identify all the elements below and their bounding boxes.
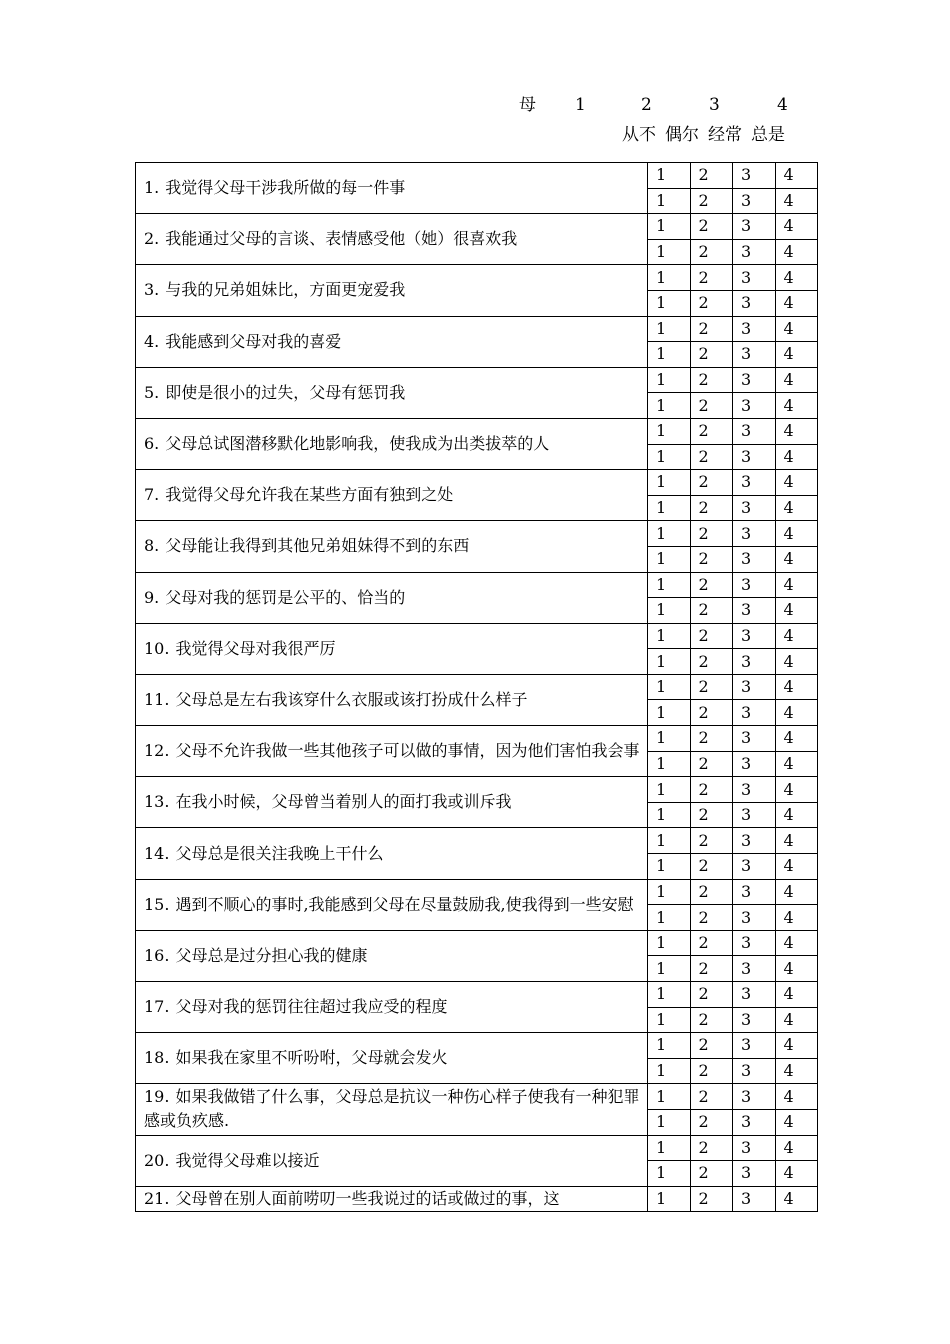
rating-option-2[interactable]: 2 (690, 418, 733, 444)
rating-option-2[interactable]: 2 (690, 546, 733, 572)
question-cell (136, 265, 648, 316)
label-always: 总是 (751, 125, 785, 145)
question-number: 17. (144, 997, 170, 1017)
rating-option-3[interactable]: 3 (733, 342, 776, 368)
rating-option-4[interactable]: 4 (775, 444, 818, 470)
rating-option-3[interactable]: 3 (733, 290, 776, 316)
rating-option-1[interactable]: 1 (648, 623, 691, 649)
rating-option-1[interactable]: 1 (648, 367, 691, 393)
rating-option-2[interactable]: 2 (690, 393, 733, 419)
rating-option-4[interactable]: 4 (775, 956, 818, 982)
rating-option-3[interactable]: 3 (733, 777, 776, 803)
rating-option-2[interactable]: 2 (690, 265, 733, 291)
rating-option-3[interactable]: 3 (733, 393, 776, 419)
question-number: 16. (144, 945, 170, 965)
rating-option-3[interactable]: 3 (733, 521, 776, 547)
rating-option-3[interactable]: 3 (733, 982, 776, 1008)
rating-option-3[interactable]: 3 (733, 444, 776, 470)
rating-option-4[interactable]: 4 (775, 521, 818, 547)
rating-option-1[interactable]: 1 (648, 1058, 691, 1084)
rating-option-1[interactable]: 1 (648, 649, 691, 675)
question-cell (136, 316, 648, 367)
rating-option-1[interactable]: 1 (648, 956, 691, 982)
rating-option-1[interactable]: 1 (648, 905, 691, 931)
question-cell (136, 214, 648, 265)
rating-option-2[interactable]: 2 (690, 854, 733, 880)
rating-option-1[interactable]: 1 (648, 828, 691, 854)
rating-option-1[interactable]: 1 (648, 854, 691, 880)
question-text: 我觉得父母允许我在某些方面有独到之处 (165, 485, 454, 505)
item-row (136, 265, 818, 291)
rating-option-1[interactable]: 1 (648, 316, 691, 342)
rating-option-3[interactable]: 3 (733, 418, 776, 444)
rating-option-3[interactable]: 3 (733, 163, 776, 189)
rating-option-2[interactable]: 2 (690, 495, 733, 521)
question-cell (136, 623, 648, 674)
rating-option-3[interactable]: 3 (733, 905, 776, 931)
question-number: 5. (144, 382, 160, 402)
rating-option-2[interactable]: 2 (690, 956, 733, 982)
item-row (136, 777, 818, 803)
rating-option-4[interactable]: 4 (775, 367, 818, 393)
item-row (136, 726, 818, 752)
question-cell (136, 1084, 648, 1135)
rating-option-3[interactable]: 3 (733, 546, 776, 572)
question-cell (136, 828, 648, 879)
question-cell (136, 982, 648, 1033)
questionnaire-body (136, 163, 818, 1212)
rating-option-1[interactable]: 1 (648, 444, 691, 470)
rating-option-1[interactable]: 1 (648, 1161, 691, 1187)
rating-option-4[interactable]: 4 (775, 393, 818, 419)
rating-option-3[interactable]: 3 (733, 751, 776, 777)
question-text: 与我的兄弟姐妹比，方面更宠爱我 (165, 280, 406, 300)
rating-option-3[interactable]: 3 (733, 214, 776, 240)
rating-option-3[interactable]: 3 (733, 316, 776, 342)
rating-option-2[interactable]: 2 (690, 649, 733, 675)
rating-option-2[interactable]: 2 (690, 623, 733, 649)
rating-option-4[interactable]: 4 (775, 316, 818, 342)
rating-option-2[interactable]: 2 (690, 1109, 733, 1135)
question-number: 14. (144, 843, 170, 863)
rating-option-2[interactable]: 2 (690, 316, 733, 342)
question-cell (136, 726, 648, 777)
question-text: 父母总是过分担心我的健康 (175, 945, 368, 965)
question-cell (136, 1135, 648, 1186)
question-cell (136, 572, 648, 623)
question-number: 2. (144, 229, 160, 249)
rating-option-4[interactable]: 4 (775, 802, 818, 828)
item-row (136, 1084, 818, 1110)
question-cell (136, 521, 648, 572)
rating-option-3[interactable]: 3 (733, 930, 776, 956)
rating-option-4[interactable]: 4 (775, 1109, 818, 1135)
rating-option-2[interactable]: 2 (690, 239, 733, 265)
rating-option-3[interactable]: 3 (733, 1161, 776, 1187)
item-row (136, 521, 818, 547)
rating-option-1[interactable]: 1 (648, 342, 691, 368)
item-row (136, 982, 818, 1008)
item-row (136, 470, 818, 496)
label-occasionally: 偶尔 (665, 125, 699, 145)
rating-option-3[interactable]: 3 (733, 649, 776, 675)
question-text: 我能感到父母对我的喜爱 (165, 331, 342, 351)
question-text: 父母对我的惩罚往往超过我应受的程度 (175, 997, 448, 1017)
rating-option-2[interactable]: 2 (690, 726, 733, 752)
rating-option-4[interactable]: 4 (775, 342, 818, 368)
rating-option-4[interactable]: 4 (775, 1084, 818, 1110)
rating-option-1[interactable]: 1 (648, 674, 691, 700)
question-number: 13. (144, 792, 170, 812)
item-row (136, 214, 818, 240)
scale-labels (622, 125, 794, 145)
rating-option-4[interactable]: 4 (775, 495, 818, 521)
rating-option-2[interactable]: 2 (690, 674, 733, 700)
item-row (136, 1033, 818, 1059)
rating-option-4[interactable]: 4 (775, 546, 818, 572)
rating-option-4[interactable]: 4 (775, 777, 818, 803)
rating-option-1[interactable]: 1 (648, 700, 691, 726)
rating-option-3[interactable]: 3 (733, 239, 776, 265)
item-row (136, 879, 818, 905)
rating-option-2[interactable]: 2 (690, 214, 733, 240)
item-row (136, 418, 818, 444)
rating-option-1[interactable]: 1 (648, 163, 691, 189)
rating-option-4[interactable]: 4 (775, 828, 818, 854)
rating-option-3[interactable]: 3 (733, 879, 776, 905)
rating-option-1[interactable]: 1 (648, 879, 691, 905)
rating-option-1[interactable]: 1 (648, 393, 691, 419)
rating-option-1[interactable]: 1 (648, 1135, 691, 1161)
rating-option-2[interactable]: 2 (690, 828, 733, 854)
question-cell (136, 777, 648, 828)
rating-option-2[interactable]: 2 (690, 342, 733, 368)
question-cell (136, 1033, 648, 1084)
question-number: 18. (144, 1048, 170, 1068)
question-number: 8. (144, 536, 160, 556)
rating-option-1[interactable]: 1 (648, 521, 691, 547)
question-cell (136, 1186, 648, 1211)
item-row (136, 1135, 818, 1161)
item-row (136, 828, 818, 854)
rating-option-1[interactable]: 1 (648, 1007, 691, 1033)
rating-option-4[interactable]: 4 (775, 1161, 818, 1187)
question-text: 如果我在家里不听吩咐，父母就会发火 (175, 1048, 448, 1068)
question-text: 父母总是很关注我晚上干什么 (175, 843, 384, 863)
question-text: 如果我做错了什么事，父母总是抗议一种伤心样子使我有一种犯罪感或负疚感. (144, 1087, 640, 1131)
question-number: 19. (144, 1087, 170, 1107)
question-number: 6. (144, 434, 160, 454)
question-text: 父母不允许我做一些其他孩子可以做的事情，因为他们害怕我会事 (175, 741, 640, 761)
item-row (136, 930, 818, 956)
rating-option-1[interactable]: 1 (648, 930, 691, 956)
item-row (136, 316, 818, 342)
scale-4: 4 (777, 95, 788, 115)
rating-option-4[interactable]: 4 (775, 1135, 818, 1161)
rating-option-4[interactable]: 4 (775, 674, 818, 700)
rating-option-4[interactable]: 4 (775, 572, 818, 598)
rating-option-3[interactable]: 3 (733, 828, 776, 854)
item-row (136, 163, 818, 189)
rating-option-3[interactable]: 3 (733, 1007, 776, 1033)
rating-option-4[interactable]: 4 (775, 163, 818, 189)
rating-option-1[interactable]: 1 (648, 188, 691, 214)
scale-3: 3 (709, 95, 720, 115)
scale-2: 2 (641, 95, 652, 115)
rating-option-1[interactable]: 1 (648, 290, 691, 316)
rating-option-1[interactable]: 1 (648, 1109, 691, 1135)
rating-option-2[interactable]: 2 (690, 163, 733, 189)
rating-option-3[interactable]: 3 (733, 802, 776, 828)
rating-option-1[interactable]: 1 (648, 572, 691, 598)
question-cell (136, 163, 648, 214)
rating-option-1[interactable]: 1 (648, 214, 691, 240)
rating-option-3[interactable]: 3 (733, 1033, 776, 1059)
rating-option-3[interactable]: 3 (733, 854, 776, 880)
label-often: 经常 (708, 125, 742, 145)
rating-option-4[interactable]: 4 (775, 751, 818, 777)
item-row (136, 367, 818, 393)
parent-label: 母 (519, 95, 536, 115)
rating-option-1[interactable]: 1 (648, 1033, 691, 1059)
rating-option-3[interactable]: 3 (733, 367, 776, 393)
question-text: 父母对我的惩罚是公平的、恰当的 (165, 587, 406, 607)
question-text: 在我小时候，父母曾当着别人的面打我或训斥我 (175, 792, 512, 812)
rating-option-4[interactable]: 4 (775, 879, 818, 905)
rating-option-2[interactable]: 2 (690, 1058, 733, 1084)
question-text: 我觉得父母难以接近 (175, 1150, 320, 1170)
rating-option-4[interactable]: 4 (775, 239, 818, 265)
item-row (136, 572, 818, 598)
rating-option-3[interactable]: 3 (733, 188, 776, 214)
rating-option-1[interactable]: 1 (648, 239, 691, 265)
rating-option-1[interactable]: 1 (648, 777, 691, 803)
rating-option-4[interactable]: 4 (775, 214, 818, 240)
rating-option-3[interactable]: 3 (733, 623, 776, 649)
rating-option-1[interactable]: 1 (648, 1186, 691, 1211)
question-cell (136, 367, 648, 418)
rating-option-2[interactable]: 2 (690, 367, 733, 393)
item-row (136, 674, 818, 700)
rating-option-4[interactable]: 4 (775, 470, 818, 496)
rating-option-2[interactable]: 2 (690, 470, 733, 496)
question-text: 父母总是左右我该穿什么衣服或该打扮成什么样子 (175, 689, 528, 709)
rating-option-4[interactable]: 4 (775, 265, 818, 291)
rating-option-1[interactable]: 1 (648, 982, 691, 1008)
question-cell (136, 674, 648, 725)
rating-option-4[interactable]: 4 (775, 854, 818, 880)
rating-option-4[interactable]: 4 (775, 1186, 818, 1211)
rating-option-4[interactable]: 4 (775, 649, 818, 675)
question-number: 4. (144, 331, 160, 351)
rating-option-2[interactable]: 2 (690, 1007, 733, 1033)
rating-option-2[interactable]: 2 (690, 777, 733, 803)
rating-option-2[interactable]: 2 (690, 444, 733, 470)
question-number: 9. (144, 587, 160, 607)
rating-option-2[interactable]: 2 (690, 982, 733, 1008)
rating-option-2[interactable]: 2 (690, 1084, 733, 1110)
question-text: 即使是很小的过失，父母有惩罚我 (165, 382, 406, 402)
question-number: 3. (144, 280, 160, 300)
rating-option-2[interactable]: 2 (690, 1033, 733, 1059)
question-text: 父母总试图潜移默化地影响我，使我成为出类拔萃的人 (165, 434, 550, 454)
rating-option-2[interactable]: 2 (690, 1135, 733, 1161)
rating-option-4[interactable]: 4 (775, 1058, 818, 1084)
rating-option-4[interactable]: 4 (775, 598, 818, 624)
rating-option-1[interactable]: 1 (648, 726, 691, 752)
question-number: 11. (144, 689, 170, 709)
rating-option-3[interactable]: 3 (733, 572, 776, 598)
rating-option-3[interactable]: 3 (733, 674, 776, 700)
rating-option-1[interactable]: 1 (648, 598, 691, 624)
rating-option-4[interactable]: 4 (775, 188, 818, 214)
question-number: 10. (144, 638, 170, 658)
rating-option-4[interactable]: 4 (775, 930, 818, 956)
rating-option-2[interactable]: 2 (690, 188, 733, 214)
questionnaire-table (135, 162, 818, 1212)
rating-option-3[interactable]: 3 (733, 265, 776, 291)
rating-option-1[interactable]: 1 (648, 495, 691, 521)
rating-option-4[interactable]: 4 (775, 726, 818, 752)
item-row (136, 623, 818, 649)
question-number: 20. (144, 1150, 170, 1170)
question-number: 12. (144, 741, 170, 761)
rating-option-2[interactable]: 2 (690, 521, 733, 547)
rating-option-2[interactable]: 2 (690, 700, 733, 726)
rating-option-3[interactable]: 3 (733, 495, 776, 521)
rating-option-2[interactable]: 2 (690, 1186, 733, 1211)
rating-option-4[interactable]: 4 (775, 700, 818, 726)
question-cell (136, 418, 648, 469)
question-text: 父母曾在别人面前唠叨一些我说过的话或做过的事，这 (175, 1188, 560, 1208)
question-cell (136, 879, 648, 930)
rating-option-1[interactable]: 1 (648, 802, 691, 828)
rating-option-4[interactable]: 4 (775, 290, 818, 316)
rating-option-3[interactable]: 3 (733, 1186, 776, 1211)
rating-option-4[interactable]: 4 (775, 418, 818, 444)
rating-option-2[interactable]: 2 (690, 598, 733, 624)
question-text: 父母能让我得到其他兄弟姐妹得不到的东西 (165, 536, 470, 556)
rating-option-2[interactable]: 2 (690, 290, 733, 316)
question-number: 1. (144, 178, 160, 198)
rating-option-3[interactable]: 3 (733, 1109, 776, 1135)
question-cell (136, 470, 648, 521)
rating-option-1[interactable]: 1 (648, 546, 691, 572)
rating-option-3[interactable]: 3 (733, 1135, 776, 1161)
rating-option-2[interactable]: 2 (690, 905, 733, 931)
rating-option-4[interactable]: 4 (775, 982, 818, 1008)
rating-option-3[interactable]: 3 (733, 1084, 776, 1110)
question-number: 15. (144, 894, 170, 914)
rating-option-1[interactable]: 1 (648, 470, 691, 496)
question-text: 我能通过父母的言谈、表情感受他（她）很喜欢我 (165, 229, 518, 249)
rating-option-2[interactable]: 2 (690, 751, 733, 777)
question-text: 我觉得父母干涉我所做的每一件事 (165, 178, 406, 198)
rating-option-3[interactable]: 3 (733, 700, 776, 726)
question-number: 7. (144, 485, 160, 505)
question-cell (136, 930, 648, 981)
label-never: 从不 (622, 125, 656, 145)
rating-option-3[interactable]: 3 (733, 598, 776, 624)
rating-option-2[interactable]: 2 (690, 930, 733, 956)
rating-option-4[interactable]: 4 (775, 1007, 818, 1033)
rating-option-2[interactable]: 2 (690, 1161, 733, 1187)
rating-option-4[interactable]: 4 (775, 1033, 818, 1059)
question-text: 遇到不顺心的事时,我能感到父母在尽量鼓励我,使我得到一些安慰 (175, 894, 634, 914)
rating-option-1[interactable]: 1 (648, 751, 691, 777)
rating-option-2[interactable]: 2 (690, 572, 733, 598)
rating-option-3[interactable]: 3 (733, 1058, 776, 1084)
rating-option-1[interactable]: 1 (648, 418, 691, 444)
rating-option-2[interactable]: 2 (690, 802, 733, 828)
rating-option-2[interactable]: 2 (690, 879, 733, 905)
rating-option-1[interactable]: 1 (648, 1084, 691, 1110)
rating-option-1[interactable]: 1 (648, 265, 691, 291)
scale-1: 1 (575, 95, 586, 115)
question-text: 我觉得父母对我很严厉 (175, 638, 336, 658)
item-row (136, 1186, 818, 1211)
rating-option-4[interactable]: 4 (775, 905, 818, 931)
rating-option-3[interactable]: 3 (733, 726, 776, 752)
rating-option-3[interactable]: 3 (733, 470, 776, 496)
rating-option-4[interactable]: 4 (775, 623, 818, 649)
question-number: 21. (144, 1188, 170, 1208)
rating-option-3[interactable]: 3 (733, 956, 776, 982)
